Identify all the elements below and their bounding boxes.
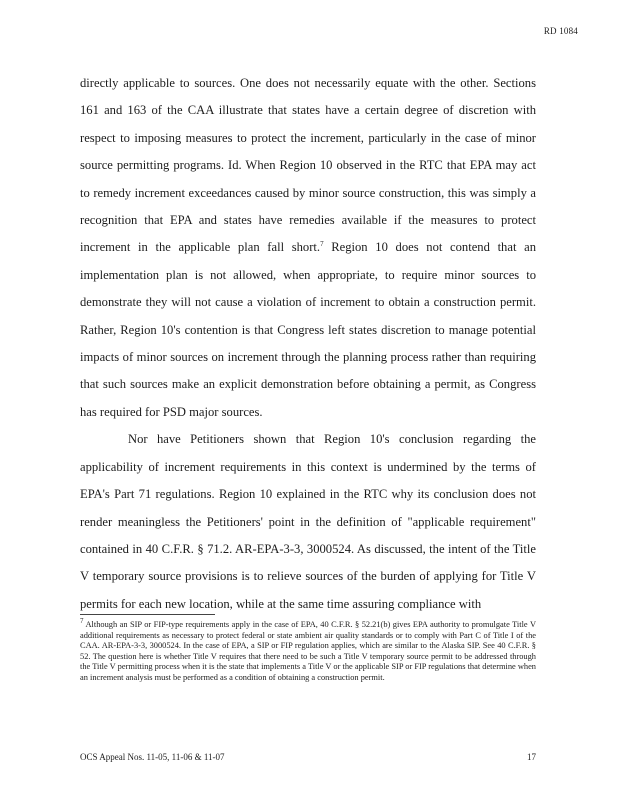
footnote-number: 7 xyxy=(80,617,84,626)
footnote-reference: 7 xyxy=(320,240,324,249)
paragraph-1 xyxy=(80,70,536,426)
footer-case-reference: OCS Appeal Nos. 11-05, 11-06 & 11-07 xyxy=(80,752,225,762)
body-text xyxy=(80,70,536,618)
footnote-divider xyxy=(80,614,215,615)
paragraph-2: Nor have Petitioners shown that Region 10's conclusion regarding the applicability of increment requirements in this context is undermined by the terms of EPA's Part 71 regulations. Region 10 explained in the RTC why its conclusion does not render meaningless the Petitioners' point in the definition of "applicable requirement" contained in 40 C.F.R. § 71.2. AR-EPA-3-3, 3000524. As discussed, the intent of the Title V temporary source provisions is to relieve sources of the burden of applying for Title V permits for each new location, while at the same time assuring compliance with xyxy=(80,432,536,611)
paragraph-1-text: directly applicable to sources. One does not necessarily equate with the other. Sections 161 and 163 of the CAA illustrate that states have a certain degree of discretion with respect to imposing measures to protect the increment, particularly in the case of minor source permitting programs. Id. When Region 10 observed in the RTC that EPA may act to remedy increment exceedances caused by minor source construction, this was simply a recognition that EPA and states have remedies available if the measures to protect increment in the applicable plan fall short. xyxy=(80,76,536,255)
footnote xyxy=(80,617,536,684)
paragraph-1-continuation: Region 10 does not contend that an implementation plan is not allowed, when appropriate, to require minor sources to demonstrate they will not cause a violation of increment to obtain a construction permit. Rather, Region 10's contention is that Congress left states discretion to manage potential impacts of minor sources on increment through the planning process rather than requiring that such sources make an explicit demonstration before obtaining a permit, as Congress has required for PSD major sources. xyxy=(80,240,536,419)
document-id: RD 1084 xyxy=(543,26,578,36)
footnote-text: Although an SIP or FIP-type requirements apply in the case of EPA, 40 C.F.R. § 52.21(b) gives EPA authority to promulgate Title V additional requirements as necessary to protect federal or state ambient air quality standards or to comply with Part C of Title I of the CAA. AR-EPA-3-3, 3000524. In the case of EPA, a SIP or FIP regulation applies, which are similar to the Alaska SIP. See 40 C.F.R. § 52. The question here is whether Title V requires that there need to be such a Title V temporary source permit to be addressed through the Title V permitting process when it is the state that implements a Title V or the applicable SIP or FIP regulations that determine when an increment analysis must be performed as a condition of obtaining a construction permit. xyxy=(80,620,536,682)
page-number: 17 xyxy=(527,752,536,762)
